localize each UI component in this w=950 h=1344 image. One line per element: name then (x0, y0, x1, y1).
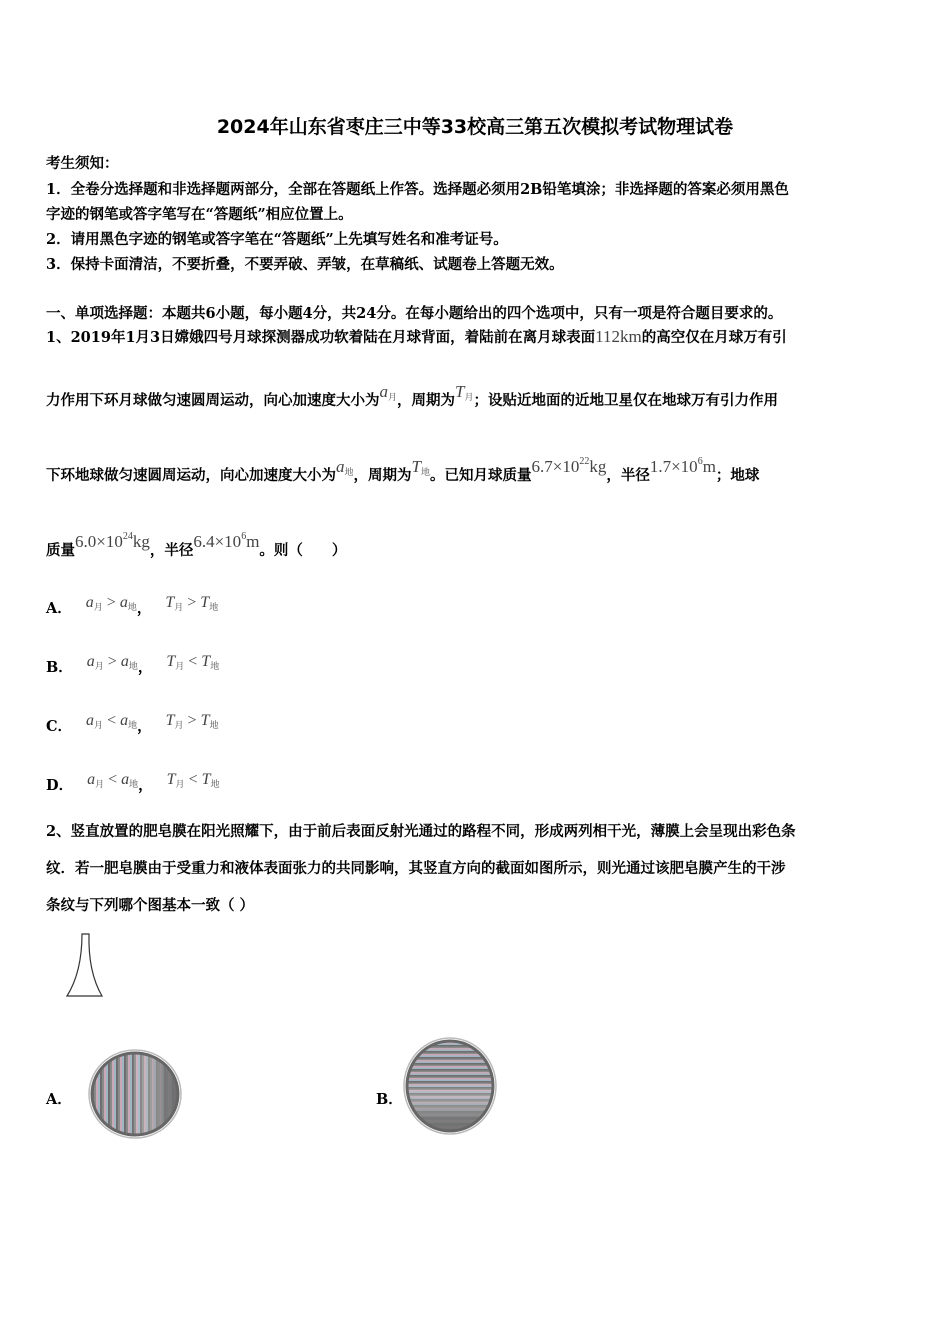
q1-line-1: 1、2019年1月3日嫦娥四号月球探测器成功软着陆在月球背面，着陆前在离月球表面112km的高空仅在月球万有引 (46, 327, 787, 346)
q1-option-b[interactable]: B． $a_月 > a_地$， $T_月 < T_地$ (46, 653, 220, 676)
notice-item-1a: 1．全卷分选择题和非选择题两部分，全部在答题纸上作答。选择题必须用2B铅笔填涂；非选择题的答案必须用黑色 (46, 181, 789, 198)
notice-item-3: 3．保持卡面清洁，不要折叠，不要弄破、弄皱，在草稿纸、试题卷上答题无效。 (46, 256, 564, 273)
q1-option-a[interactable]: A． $a_月 > a_地$， $T_月 > T_地$ (46, 594, 219, 617)
q2-option-a-label[interactable]: A． (46, 1091, 72, 1108)
q2-line-2: 纹．若一肥皂膜由于受重力和液体表面张力的共同影响，其竖直方向的截面如图所示，则光通过该肥皂膜产生的干涉 (46, 860, 786, 877)
notice-item-2: 2．请用黑色字迹的钢笔或答字笔在“答题纸”上先填写姓名和准考证号。 (46, 231, 508, 248)
q1-option-d[interactable]: D． $a_月 < a_地$， $T_月 < T_地$ (46, 771, 220, 794)
q2-option-a-image[interactable] (88, 1048, 184, 1140)
notice-heading: 考生须知： (46, 155, 119, 172)
q1-line-2: 力作用下环月球做匀速圆周运动，向心加速度大小为$a_月$，周期为$T_月$；设贴近地面的近地卫星仅在地球万有引力作用 (46, 382, 778, 409)
q2-option-b-label[interactable]: B． (376, 1091, 403, 1108)
page-title: 2024年山东省枣庄三中等33校高三第五次模拟考试物理试卷 (216, 116, 734, 138)
q2-line-3: 条纹与下列哪个图基本一致（ ） (46, 897, 255, 914)
q1-option-c[interactable]: C． $a_月 < a_地$， $T_月 > T_地$ (46, 712, 219, 735)
q1-line-4: 质量$6.0\times 10^{24}kg$，半径$6.4\times 10^6m$。则（ ） (46, 531, 347, 559)
notice-item-1b: 字迹的钢笔或答字笔写在“答题纸”相应位置上。 (46, 206, 353, 223)
q2-option-b-image[interactable] (402, 1036, 498, 1138)
q2-line-1: 2、竖直放置的肥皂膜在阳光照耀下，由于前后表面反射光通过的路程不同，形成两列相干光，薄膜上会呈现出彩色条 (46, 823, 796, 840)
q1-line-3: 下环地球做匀速圆周运动，向心加速度大小为$a_地$，周期为$T_地$。已知月球质量$6.7\times 10^{22}kg$，半径$1.7\times 10^6m$；地球 (46, 456, 760, 484)
section-heading: 一、单项选择题：本题共6小题，每小题4分，共24分。在每小题给出的四个选项中，只有一项是符合题目要求的。 (46, 305, 783, 322)
soap-film-cross-section-figure (62, 932, 108, 1000)
